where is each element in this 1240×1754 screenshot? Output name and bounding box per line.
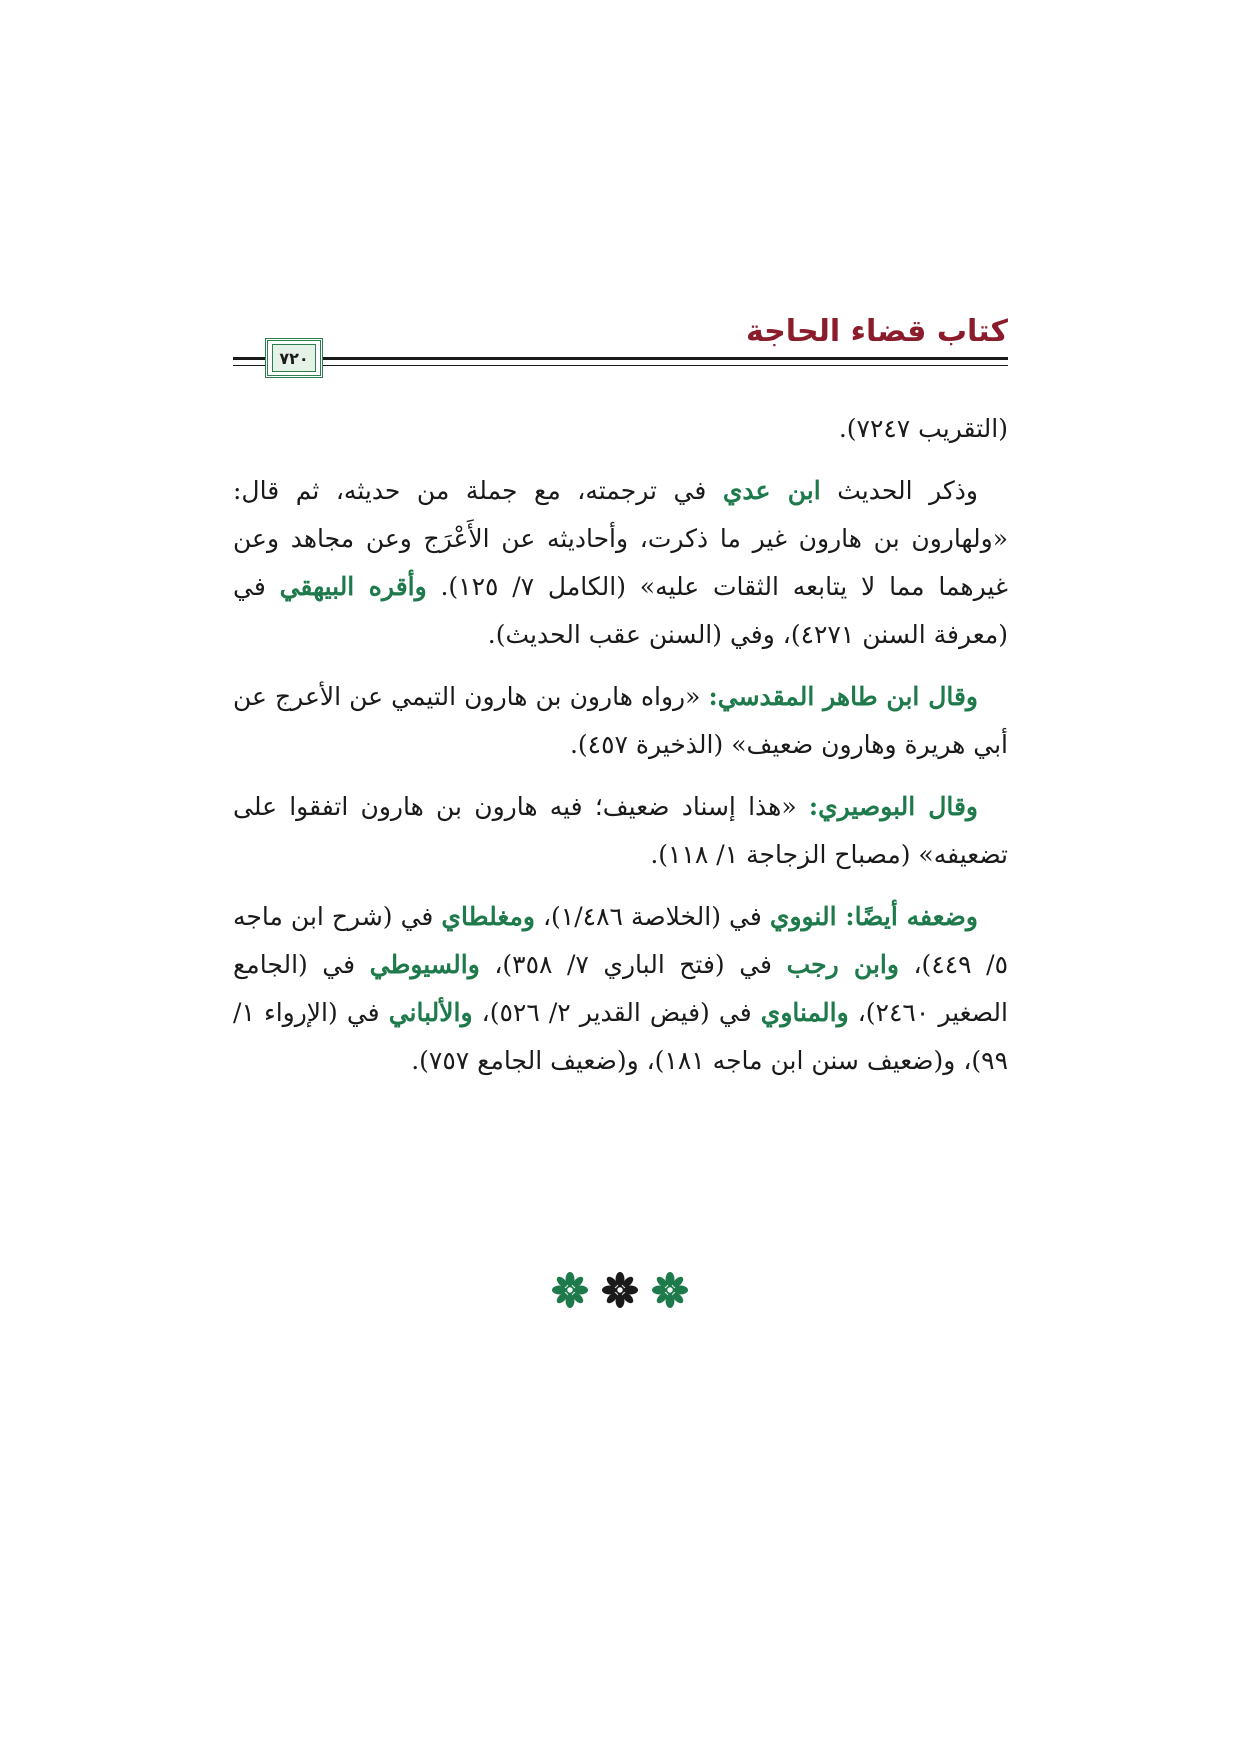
section-end-ornament [0,1272,1240,1308]
scholar-name: وابن رجب [786,950,899,979]
scholar-name: ابن عدي [722,476,821,505]
paragraph-text: في (الإرواء ١/ ٩٩)، و(ضعيف سنن ابن ماجه ١٨١)، و(ضعيف الجامع ٧٥٧). [233,998,1008,1075]
paragraph-text: في ترجمته، مع جملة من حديثه، ثم قال: «ولهارون بن هارون غير ما ذكرت، وأحاديثه عن الأَعْرَج وعن مجاهد وعن غيرهما مما لا يتابعه الثقات عليه» (الكامل ٧/ ١٢٥). [233,476,1008,601]
scholar-name: والمناوي [760,998,849,1027]
header-rule [233,357,1008,360]
body-paragraph [233,783,1008,879]
page-header [233,312,1008,392]
page-number: ٧٢٠ [272,344,316,372]
page-number-badge [265,338,323,378]
paragraph-text: في (الجامع الصغير ٢٤٦٠)، [233,950,1008,1027]
paragraph-text: (التقريب ٧٢٤٧). [838,414,1008,443]
scholar-name: ومغلطاي [441,902,535,931]
scholar-name: وقال ابن طاهر المقدسي: [708,682,978,711]
scholar-name: وقال البوصيري: [808,792,978,821]
scholar-name: وضعفه أيضًا: النووي [769,902,978,931]
body-paragraph [233,467,1008,659]
paragraph-text: في (شرح ابن ماجه ٥/ ٤٤٩)، [233,902,1009,979]
page-body [233,405,1008,1099]
book-title: كتاب قضاء الحاجة [745,314,1008,349]
header-rule-thin [233,365,1008,366]
paragraph-text: في (الخلاصة ١/٤٨٦)، [534,902,770,931]
paragraph-text: في (معرفة السنن ٤٢٧١)، وفي (السنن عقب الحديث). [233,572,1008,649]
paragraph-text: في (فيض القدير ٢/ ٥٢٦)، [472,998,761,1027]
flower-ornament-icon [602,1272,638,1308]
flower-ornament-icon [652,1272,688,1308]
body-paragraph [233,893,1008,1085]
paragraph-text: «هذا إسناد ضعيف؛ فيه هارون بن هارون اتفقوا على تضعيفه» (مصباح الزجاجة ١/ ١١٨). [233,792,1008,869]
paragraph-text: «رواه هارون بن هارون التيمي عن الأعرج عن أبي هريرة وهارون ضعيف» (الذخيرة ٤٥٧). [233,682,1008,759]
scholar-name: والألباني [388,998,473,1027]
flower-ornament-icon [552,1272,588,1308]
paragraph-text: وذكر الحديث [820,476,979,505]
paragraph-text: في (فتح الباري ٧/ ٣٥٨)، [479,950,787,979]
body-paragraph [233,673,1008,769]
body-paragraph [233,405,1008,453]
scholar-name: وأقره البيهقي [279,572,427,601]
scholar-name: والسيوطي [369,950,480,979]
